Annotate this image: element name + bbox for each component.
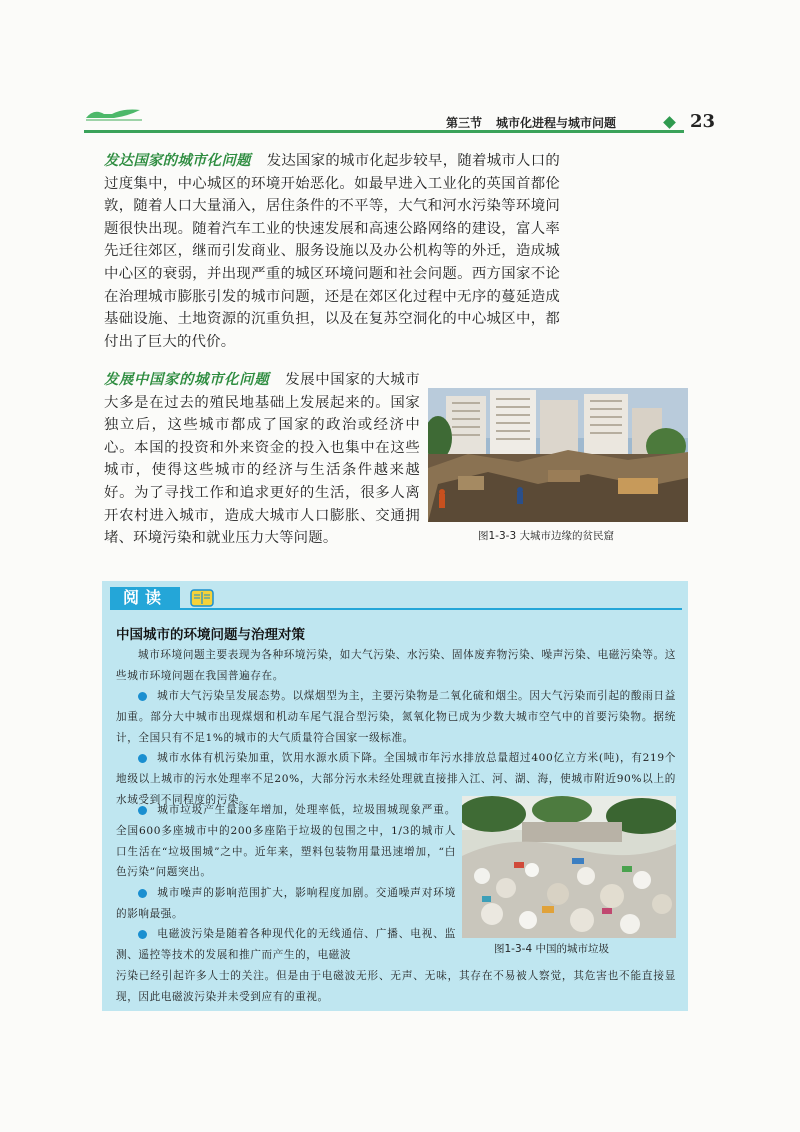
paragraph-lead: 发展中国家的城市化问题 [104,372,270,388]
reading-bullet-noise [116,883,456,925]
reading-bullet-air [116,686,676,748]
slum-photo [428,388,688,522]
header-section-title: 城市化进程与城市问题 [496,116,617,130]
bullet-dot-icon [138,754,147,763]
bullet-text: 电磁波污染是随着各种现代化的无线通信、广播、电视、监测、遥控等技术的发展和推广而产生的，电磁波 [116,928,456,961]
bullet-dot-icon [138,930,147,939]
paragraph-text: 发达国家的城市化起步较早，随着城市人口的过度集中，中心城区的环境开始恶化。如最早进入工业化的英国首都伦敦，随着人口大量涌入，居住条件的不平等，大气和河水污染等环境问题很快出现。随着汽车工业的快速发展和高速公路网络的建设，富人率先迁往郊区，继而引发商业、服务设施以及办公机构等的外迁，造成城中心区的衰弱，并出现严重的城区环境问题和社会问题。西方国家不论在治理城市膨胀引发的城市问题，还是在郊区化过程中无序的蔓延造成基础设施、土地资源的沉重负担，以及在复苏空洞化的中心城区中，都付出了巨大的代价。 [104,153,560,350]
header-title [446,114,662,131]
bullet-text: 城市水体有机污染加重，饮用水源水质下降。全国城市年污水排放总量超过400亿立方米(吨)，有219个地级以上城市的污水处理率不足20%，大部分污水未经处理就直接排入江、河、湖、海，使城市附近90%以上的水域受到不同程度的污染。 [116,752,676,806]
garbage-photo [462,796,676,938]
page-number: 23 [690,111,716,132]
bullet-text: 城市垃圾产生量逐年增加，处理率低，垃圾围城现象严重。全国600多座城市中的200多座陷于垃圾的包围之中，1/3的城市人口生活在“垃圾围城”之中。近年来，塑料包装物用量迅速增加，“白色污染”问题突出。 [116,804,456,879]
header-diamond-icon [663,116,676,129]
bullet-dot-icon [138,889,147,898]
bullet-dot-icon [138,806,147,815]
reading-bullet-electromagnetic [116,924,456,966]
bullet-dot-icon [138,692,147,701]
reading-bullet-garbage [116,800,456,883]
bullet-text: 城市大气污染呈发展态势。以煤烟型为主，主要污染物是二氧化硫和烟尘。因大气污染而引起的酸雨日益加重。部分大中城市出现煤烟和机动车尾气混合型污染，氮氧化物已成为少数大城市空气中的首要污染物。据统计，全国只有不足1%的城市的大气质量符合国家一级标准。 [116,690,676,744]
header-logo-icon [84,106,144,122]
reading-tab-label: 阅读 [110,587,180,608]
paragraph-developed-countries [104,150,560,353]
paragraph-lead: 发达国家的城市化问题 [104,153,251,169]
figure-caption: 图1-3-3 大城市边缘的贫民窟 [478,530,614,542]
paragraph-text: 发展中国家的大城市大多是在过去的殖民地基础上发展起来的。国家独立后，这些城市都成了国家的政治或经济中心。本国的投资和外来资金的投入也集中在这些城市，使得这些城市的经济与生活条件越来越好。为了寻找工作和追求更好的生活，很多人离开农村进入城市，造成大城市人口膨胀、交通拥堵、环境污染和就业压力大等问题。 [104,372,420,547]
book-icon [190,587,214,608]
reading-title: 中国城市的环境问题与治理对策 [116,627,305,643]
reading-intro: 城市环境问题主要表现为各种环境污染，如大气污染、水污染、固体废弃物污染、噪声污染、电磁污染等。这些城市环境问题在我国普遍存在。 [116,649,676,682]
header-section: 第三节 [446,116,483,130]
reading-tab-bar [110,608,682,610]
bullet-text: 城市噪声的影响范围扩大，影响程度加剧。交通噪声对环境的影响最强。 [116,887,456,920]
paragraph-developing-countries [104,369,420,550]
reading-bullet-electromagnetic-cont: 污染已经引起许多人士的关注。但是由于电磁波无形、无声、无味，其存在不易被人察觉，其危害也不能直接显现，因此电磁波污染并未受到应有的重视。 [116,970,676,1003]
figure-caption: 图1-3-4 中国的城市垃圾 [494,943,609,955]
